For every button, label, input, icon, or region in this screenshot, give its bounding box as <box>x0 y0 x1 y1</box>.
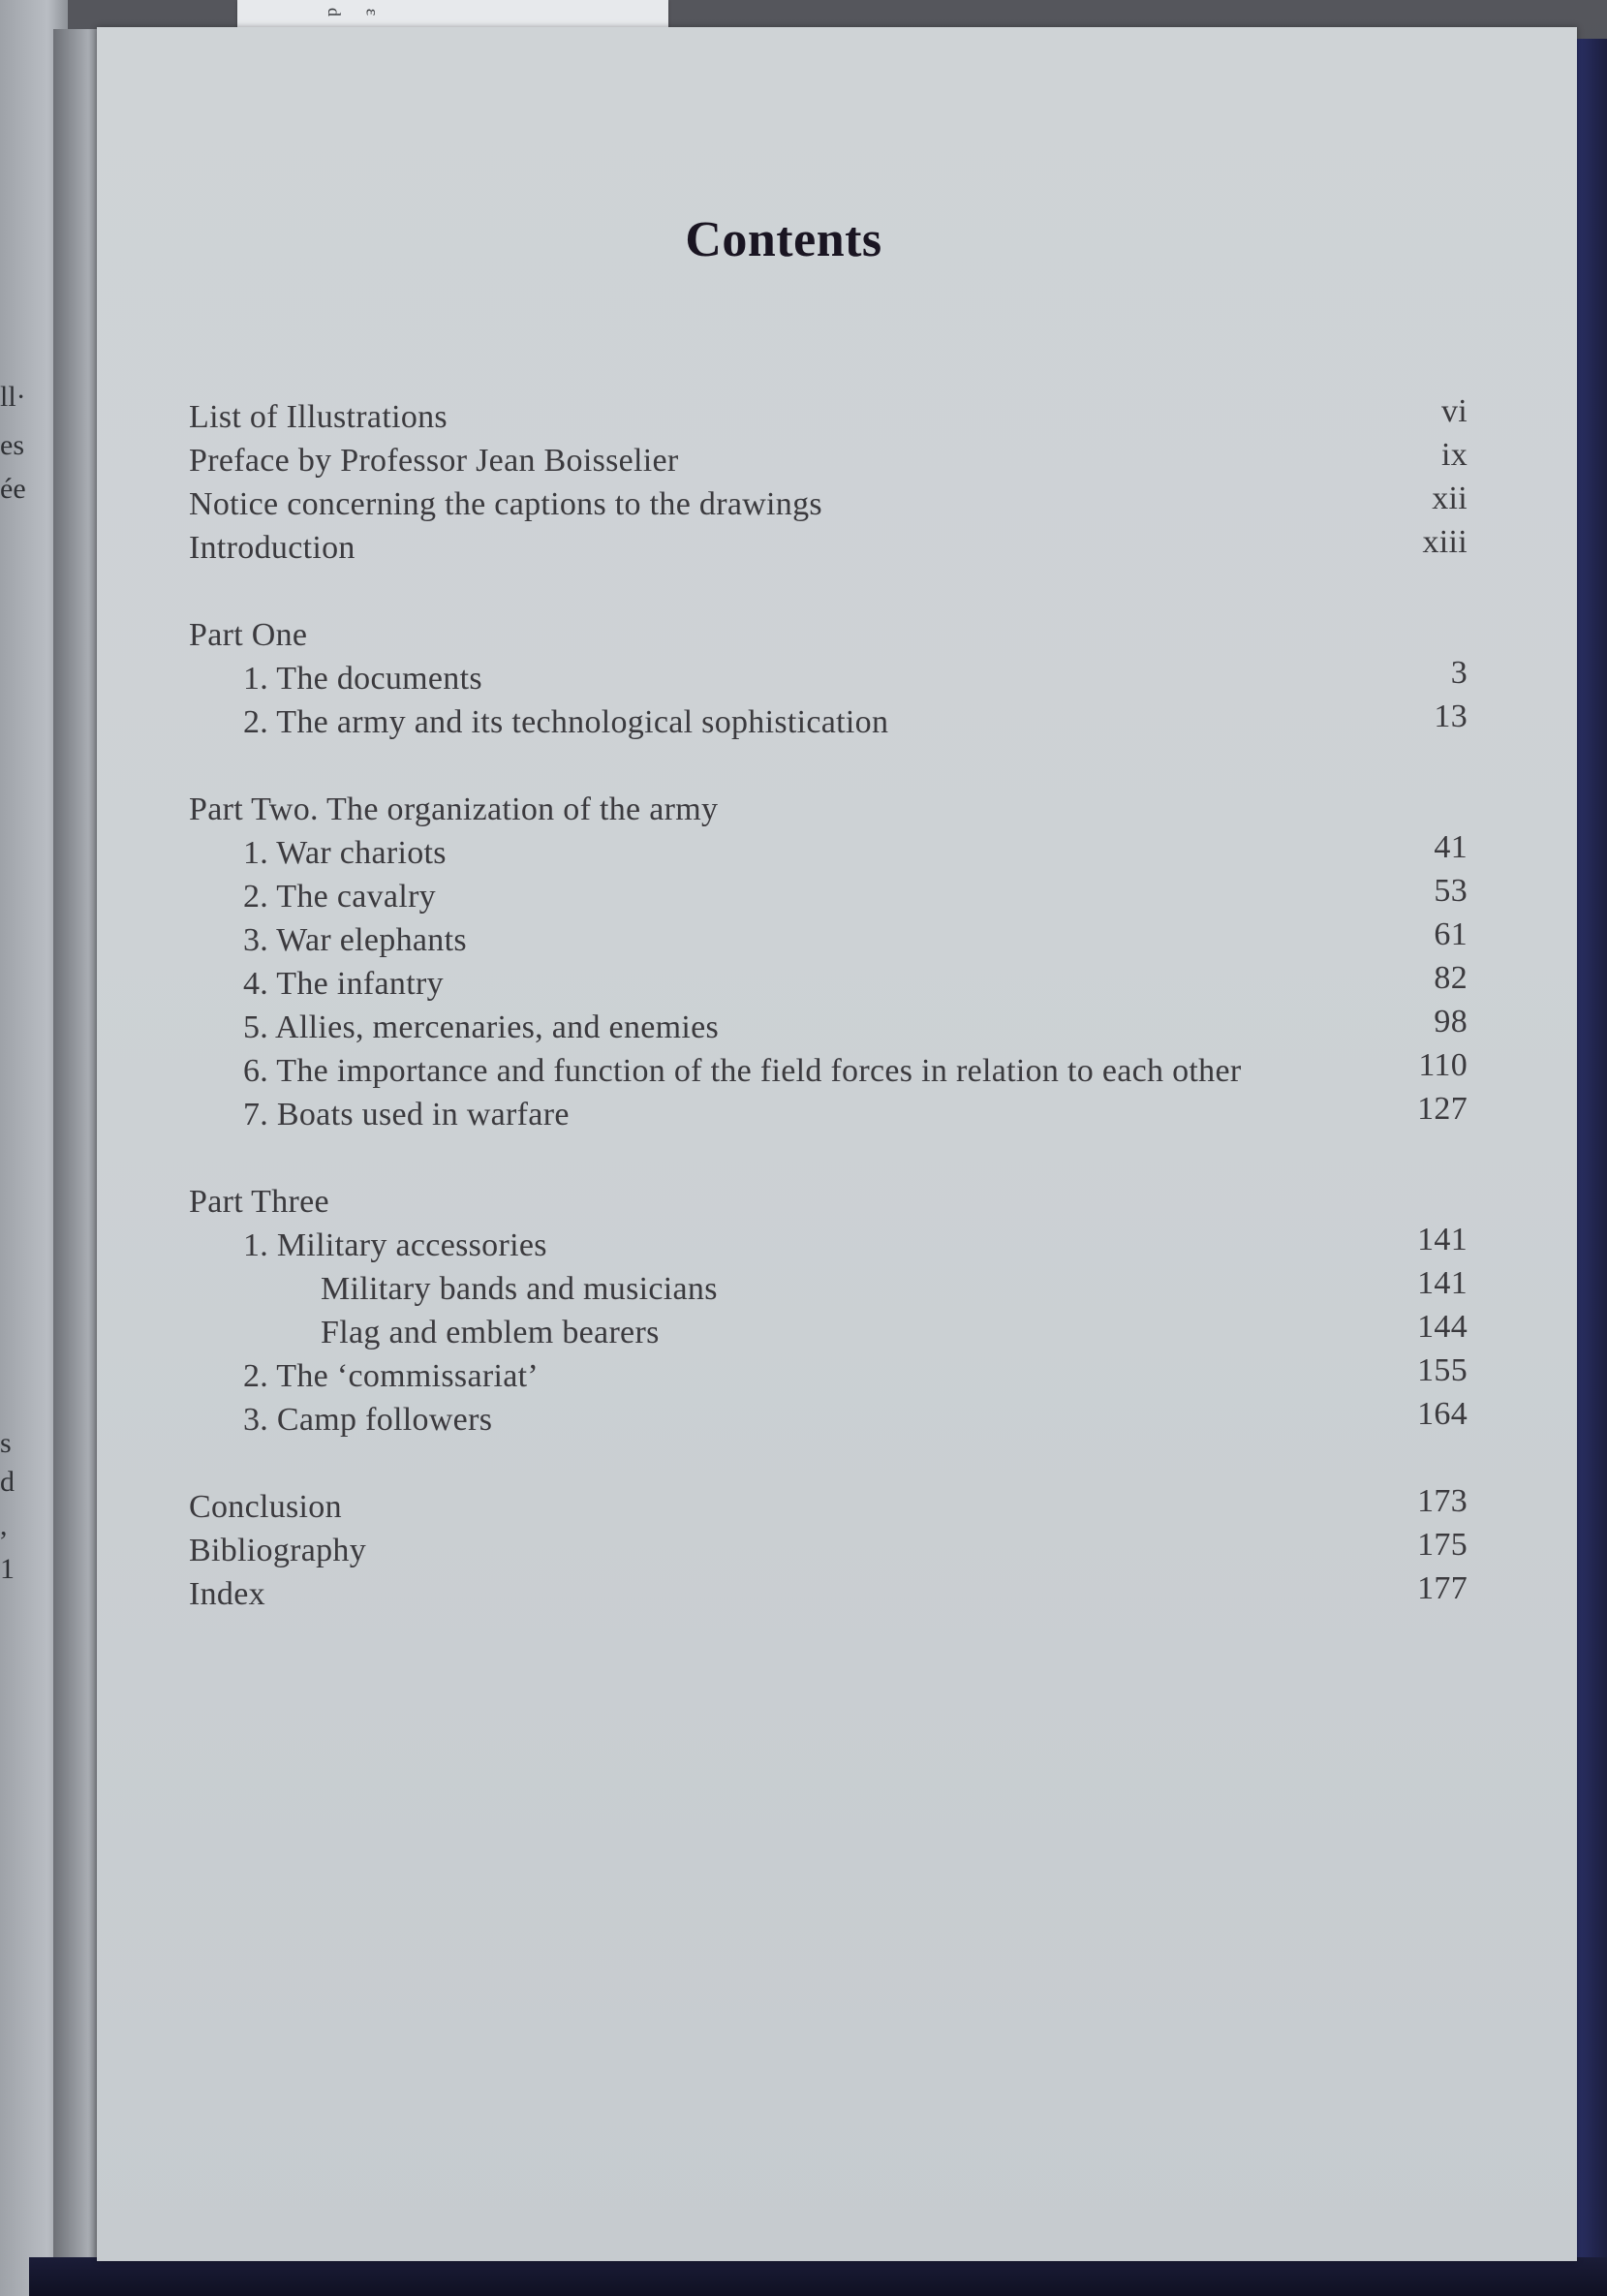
toc-entry <box>189 1529 1468 1572</box>
toc-entry-page-number: 155 <box>1417 1352 1468 1388</box>
toc-entry <box>189 482 1468 526</box>
toc-entry-label: Part Two. The organization of the army <box>189 791 719 827</box>
book-cover-bottom <box>29 2257 1607 2296</box>
contents-page <box>97 27 1577 2261</box>
toc-entry-label: 1. Military accessories <box>243 1227 547 1263</box>
toc-entry-page-number: 175 <box>1417 1527 1468 1563</box>
toc-entry <box>189 1485 1468 1529</box>
toc-entry-label: Part One <box>189 617 308 653</box>
toc-entry-page-number: 3 <box>1450 655 1468 691</box>
toc-entry-page-number: 144 <box>1417 1309 1468 1345</box>
toc-entry <box>189 526 1468 570</box>
toc-entry-page-number: 141 <box>1417 1265 1468 1301</box>
bookmark-text: ɛ <box>362 8 383 16</box>
toc-entry-label: Preface by Professor Jean Boisselier <box>189 443 679 479</box>
toc-entry-label: Introduction <box>189 530 355 566</box>
toc-entry-label: 2. The ‘commissariat’ <box>243 1358 539 1394</box>
bookmark-strip <box>237 0 668 27</box>
toc-entry <box>189 1049 1468 1093</box>
toc-entry-page-number: xii <box>1432 481 1468 516</box>
adjacent-page-text: , <box>0 1509 8 1541</box>
toc-entry-label: Index <box>189 1576 265 1612</box>
adjacent-page-text: d <box>0 1466 15 1498</box>
toc-entry-page-number: 61 <box>1434 916 1468 952</box>
toc-entry <box>189 1398 1468 1442</box>
toc-entry-page-number: 177 <box>1417 1570 1468 1606</box>
toc-entry-page-number: 110 <box>1418 1047 1468 1083</box>
toc-entry <box>189 831 1468 875</box>
toc-entry <box>189 1180 1468 1224</box>
toc-entry <box>189 788 1468 831</box>
toc-entry-page-number: 127 <box>1417 1091 1468 1127</box>
toc-entry-label: 6. The importance and function of the field forces in relation to each other <box>243 1053 1242 1089</box>
toc-entry-label: 2. The cavalry <box>243 879 436 915</box>
toc-entry <box>189 1311 1468 1354</box>
toc-entry-label: Part Three <box>189 1184 329 1220</box>
toc-entry-page-number: 82 <box>1434 960 1468 996</box>
toc-entry-page-number: vi <box>1440 393 1468 429</box>
adjacent-page-text: ll· <box>0 381 26 413</box>
toc-entry <box>189 439 1468 482</box>
toc-entry-page-number: xiii <box>1422 524 1468 560</box>
section-gap <box>189 570 1468 613</box>
toc-entry-label: Notice concerning the captions to the drawings <box>189 486 822 522</box>
toc-entry <box>189 918 1468 962</box>
toc-entry <box>189 1093 1468 1136</box>
adjacent-page-text: es <box>0 429 24 461</box>
toc-entry <box>189 395 1468 439</box>
toc-entry-label: 1. The documents <box>243 661 482 697</box>
toc-entry-label: 7. Boats used in warfare <box>243 1097 570 1132</box>
toc-entry-label: Military bands and musicians <box>321 1271 718 1307</box>
toc-entry-label: 4. The infantry <box>243 966 444 1002</box>
toc-entry-page-number: 164 <box>1417 1396 1468 1432</box>
toc-entry-page-number: 13 <box>1434 698 1468 734</box>
toc-entry <box>189 700 1468 744</box>
toc-entry-page-number: 53 <box>1434 873 1468 909</box>
toc-entry-label: 5. Allies, mercenaries, and enemies <box>243 1009 720 1045</box>
toc-entry <box>189 657 1468 700</box>
bookmark-text: d <box>324 8 344 16</box>
toc-entry <box>189 1006 1468 1049</box>
toc-entry <box>189 613 1468 657</box>
toc-entry <box>189 1354 1468 1398</box>
adjacent-page-text: ée <box>0 473 26 505</box>
section-gap <box>189 1136 1468 1180</box>
toc-entry <box>189 962 1468 1006</box>
table-of-contents <box>189 395 1468 1616</box>
toc-entry <box>189 1572 1468 1616</box>
toc-entry <box>189 1267 1468 1311</box>
toc-entry-page-number: ix <box>1440 437 1468 473</box>
page-title: Contents <box>685 212 882 267</box>
toc-entry-label: 2. The army and its technological sophistication <box>243 704 889 740</box>
toc-entry-label: Conclusion <box>189 1489 342 1525</box>
toc-entry-label: 3. War elephants <box>243 922 467 958</box>
toc-entry-label: Flag and emblem bearers <box>321 1315 660 1350</box>
adjacent-page-text: 1 <box>0 1553 15 1585</box>
toc-entry-label: Bibliography <box>189 1533 367 1568</box>
toc-entry-page-number: 173 <box>1417 1483 1468 1519</box>
toc-entry <box>189 875 1468 918</box>
toc-entry-label: 3. Camp followers <box>243 1402 493 1438</box>
toc-entry-page-number: 98 <box>1434 1004 1468 1039</box>
toc-entry-label: 1. War chariots <box>243 835 447 871</box>
toc-entry-page-number: 141 <box>1417 1222 1468 1257</box>
adjacent-page-text: s <box>0 1427 12 1459</box>
toc-entry-page-number: 41 <box>1434 829 1468 865</box>
toc-entry <box>189 1224 1468 1267</box>
toc-entry-label: List of Illustrations <box>189 399 448 435</box>
section-gap <box>189 744 1468 788</box>
section-gap <box>189 1442 1468 1485</box>
